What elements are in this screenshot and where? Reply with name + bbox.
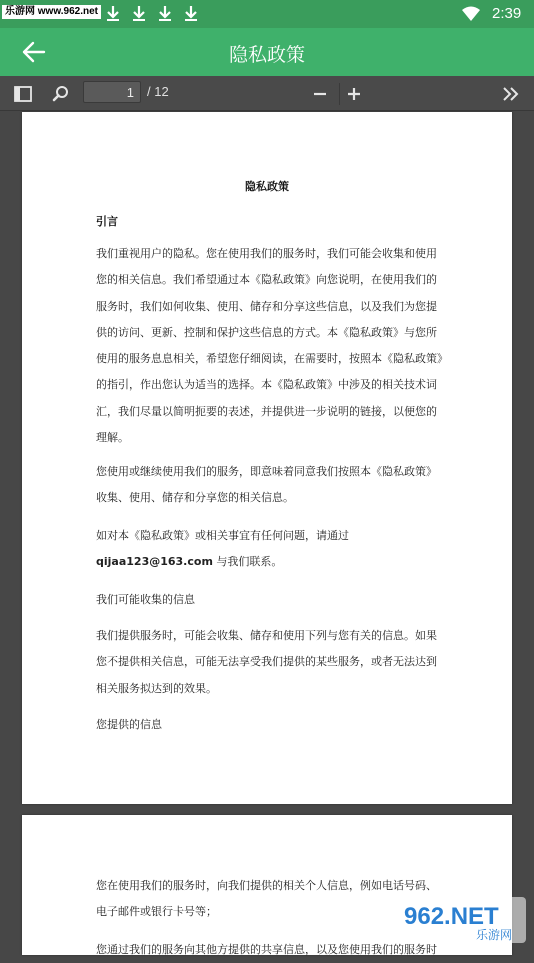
text-line: 理解。	[96, 431, 129, 445]
pdf-toolbar	[0, 76, 534, 111]
app-bar	[0, 28, 534, 76]
text-line: 我们提供服务时，可能会收集、储存和使用下列与您有关的信息。如果	[96, 629, 437, 642]
svg-text:乐游网: 乐游网	[476, 928, 513, 942]
pdf-page-1	[22, 112, 512, 804]
paragraph-collection	[96, 623, 446, 702]
text-line	[96, 549, 446, 575]
text-line: 您使用或继续使用我们的服务，即意味着同意我们按照本《隐私政策》	[96, 465, 437, 478]
download-icon	[156, 4, 174, 22]
page-number-input[interactable]	[83, 81, 141, 103]
text-line: 相关服务拟达到的效果。	[96, 681, 217, 695]
text-line: 您的相关信息。我们希望通过本《隐私政策》向您说明，在使用我们的	[96, 273, 437, 287]
section-heading	[96, 712, 446, 738]
section-heading	[96, 587, 446, 613]
text-line: 您提供的信息	[96, 718, 162, 731]
text-line: 服务时，我们如何收集、使用、储存和分享这些信息，以及我们为您提	[96, 299, 437, 313]
contact-email: qijaa123@163.com	[96, 555, 213, 569]
paragraph-contact	[96, 523, 446, 576]
svg-text:962.NET: 962.NET	[404, 903, 499, 930]
download-icon	[130, 4, 148, 22]
text-line: 我们可能收集的信息	[96, 593, 195, 606]
text-line: 我们重视用户的隐私。您在使用我们的服务时，我们可能会收集和使用	[96, 247, 437, 260]
status-bar	[0, 0, 534, 28]
toolbar-divider	[339, 83, 340, 105]
download-icon	[104, 4, 122, 22]
text-line: 收集、使用、储存和分享您的相关信息。	[96, 491, 294, 505]
download-icon	[182, 4, 200, 22]
text-line: 如对本《隐私政策》或相关事宜有任何问题，请通过	[96, 529, 349, 542]
text-span: 与我们联系。	[212, 555, 283, 569]
zoom-in-icon[interactable]	[343, 83, 365, 105]
watermark-logo	[396, 897, 526, 943]
zoom-out-icon[interactable]	[309, 83, 331, 105]
text-line: 电子邮件或银行卡号等；	[96, 905, 217, 919]
watermark-text: 乐游网 www.962.net	[2, 5, 101, 19]
sidebar-toggle-icon[interactable]	[12, 83, 34, 105]
paragraph-intro	[96, 241, 446, 451]
status-clock: 2:39	[492, 5, 522, 22]
document-heading: 引言	[96, 215, 118, 228]
page-title: 隐私政策	[228, 44, 305, 66]
notification-icons	[104, 4, 200, 22]
search-icon[interactable]	[50, 83, 72, 105]
double-chevron-right-icon[interactable]	[500, 83, 522, 105]
text-line: 供的访问、更新、控制和保护这些信息的方式。本《隐私政策》与您所	[96, 325, 437, 339]
text-line: 您在使用我们的服务时，向我们提供的相关个人信息，例如电话号码、	[96, 879, 437, 892]
paragraph-provided-info	[96, 873, 446, 926]
text-line: 您不提供相关信息，可能无法享受我们提供的某些服务，或者无法达到	[96, 655, 437, 669]
text-line: 您通过我们的服务向其他方提供的共享信息，以及您使用我们的服务时	[96, 943, 437, 956]
document-title: 隐私政策	[245, 180, 289, 193]
page-total: / 12	[147, 84, 169, 99]
paragraph-shared-info	[96, 937, 446, 963]
paragraph-consent	[96, 459, 446, 512]
text-line: 使用的服务息息相关，希望您仔细阅读，在需要时，按照本《隐私政策》	[96, 352, 448, 366]
text-line: 汇，我们尽量以简明扼要的表述，并提供进一步说明的链接，以便您的	[96, 404, 437, 418]
wifi-icon	[462, 6, 480, 22]
text-line: 的指引，作出您认为适当的选择。本《隐私政策》中涉及的相关技术词	[96, 378, 437, 392]
